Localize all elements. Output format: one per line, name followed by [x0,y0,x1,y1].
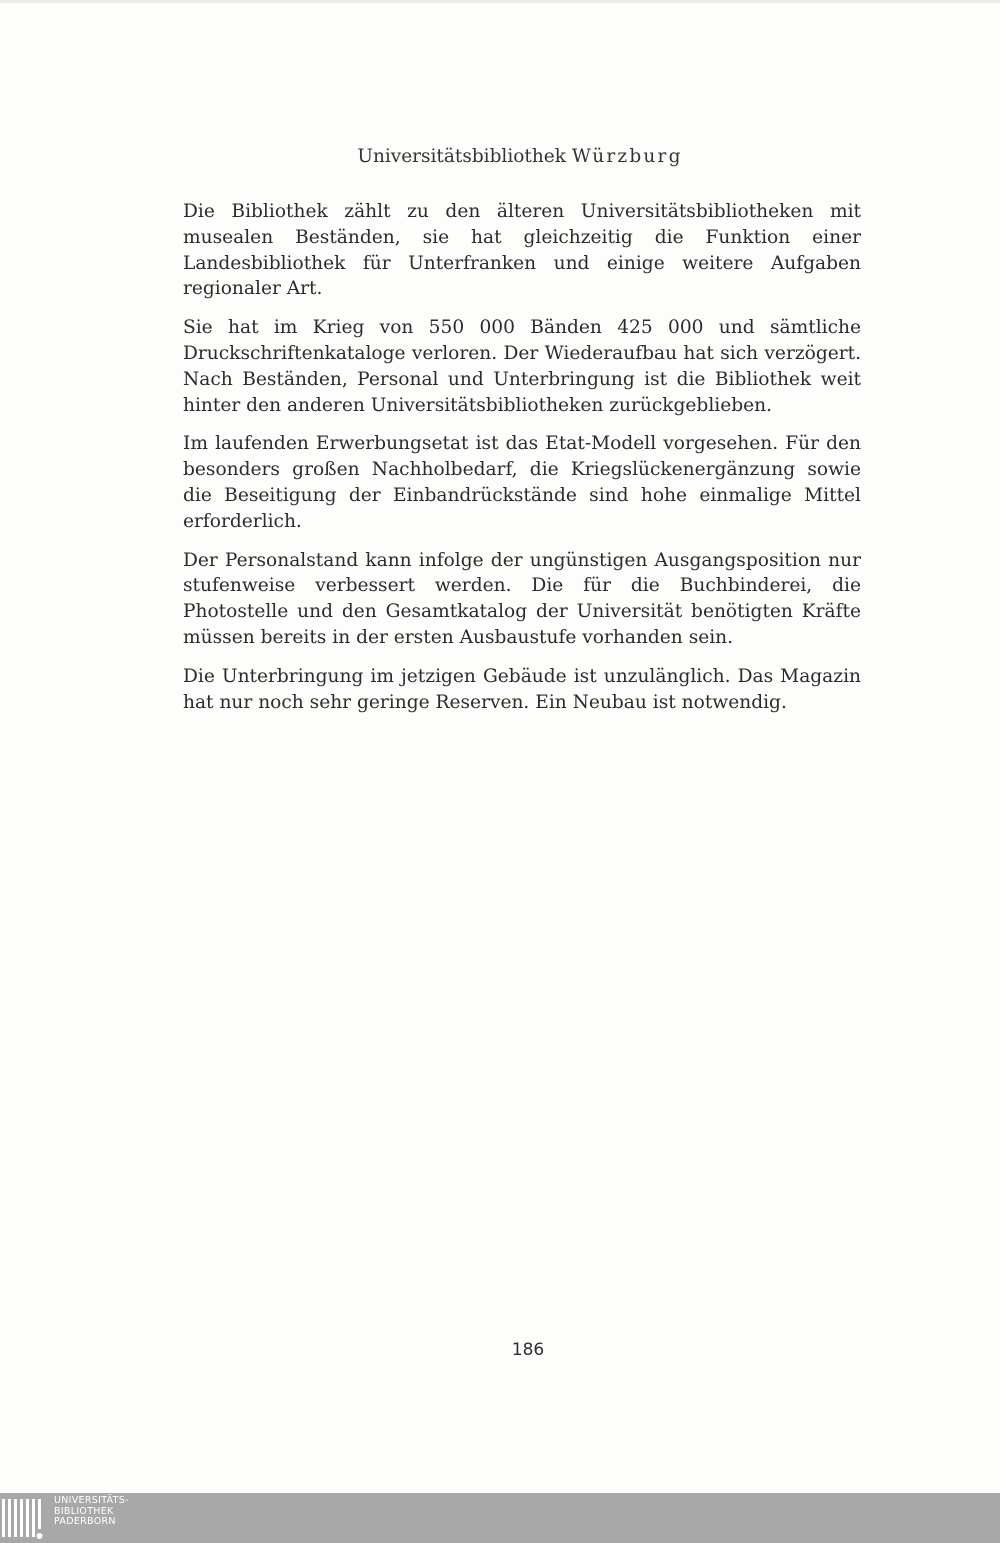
heading-city: Würzburg [571,146,683,167]
paragraph: Die Bibliothek zählt zu den älteren Universitätsbibliotheken mit musealen Beständen, sie hat gleichzeitig die Funktion einer Landesbibliothek für Unterfranken und einige weitere Aufgaben regionaler Art. [183,201,861,300]
paragraph: Im laufenden Erwerbungsetat ist das Etat-Modell vorgesehen. Für den besonders großen Nachholbedarf, die Kriegslückenergänzung sowie die Beseitigung der Einbandrückstände sind hohe einmalige Mittel erforderlich. [183,433,861,532]
library-logo-icon [0,1493,48,1543]
library-logo [0,1493,160,1543]
page-top-edge [0,0,1000,3]
paragraph: Die Unterbringung im jetzigen Gebäude ist unzulänglich. Das Magazin hat nur noch sehr geringe Reserven. Ein Neubau ist notwendig. [183,665,861,713]
paragraph: Der Personalstand kann infolge der ungünstigen Ausgangsposition nur stufenweise verbessert werden. Die für die Buchbinderei, die Photostelle und den Gesamtkatalog der Universität benötigten Kräfte müssen bereits in der ersten Ausbaustufe vorhanden sein. [183,549,861,648]
logo-line: BIBLIOTHEK [54,1505,114,1517]
heading-library-name: Universitätsbibliothek [357,146,566,167]
logo-line: PADERBORN [54,1516,116,1527]
paragraph: Sie hat im Krieg von 550 000 Bänden 425 000 und sämtliche Druckschriftenkataloge verloren. Der Wiederaufbau hat sich verzögert. Nach Beständen, Personal und Unterbringung ist die Bibliothek weit hinter den anderen Universitätsbibliotheken zurückgeblieben. [183,317,861,416]
library-logo-text [54,1496,129,1528]
page-number: 186 [511,1340,545,1360]
page-title [0,146,1000,167]
body-text [183,199,861,728]
logo-line: UNIVERSITÄTS- [54,1495,129,1506]
